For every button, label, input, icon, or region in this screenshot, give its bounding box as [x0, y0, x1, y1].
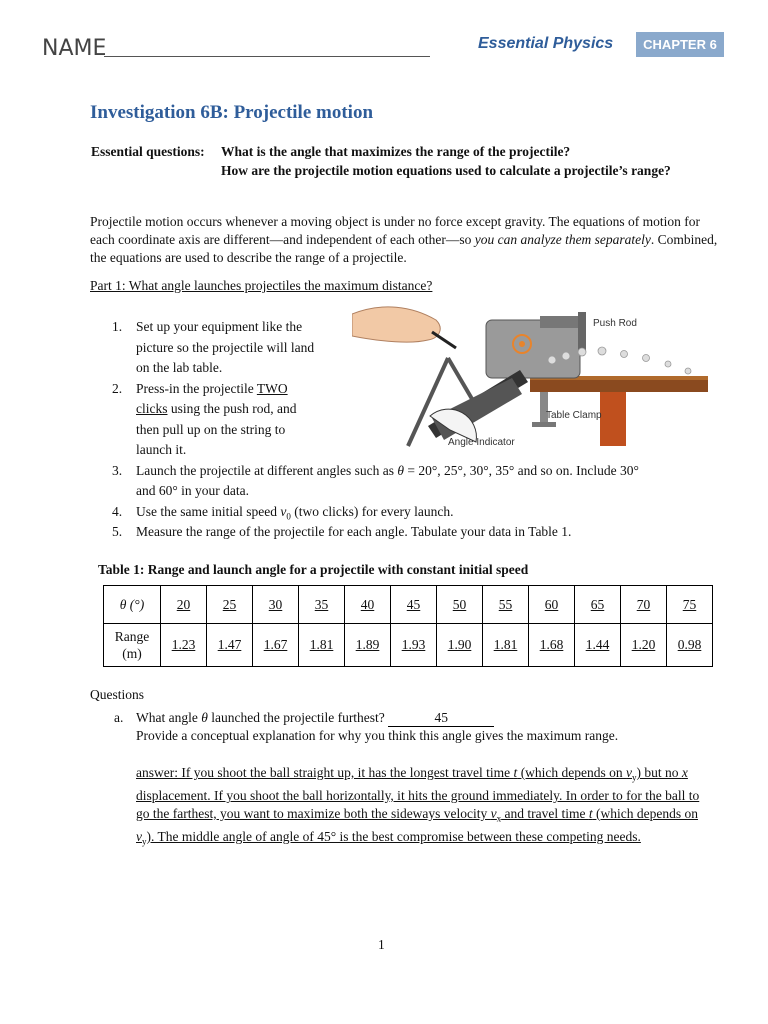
table-cell: 20	[161, 586, 207, 624]
table-cell: 30	[253, 586, 299, 624]
answer-paragraph: answer: If you shoot the ball straight up, it has the longest travel time t (which depends on $v_y$) but no x displacement. If you shoot the ball horizontally, it hits the ground immediately. In order to for the ball to go the farthest, you want to maximize both the sideways velocity $v_x$ and travel time t (which depends on $v_y$). The middle angle of angle of 45° is the best compromise between these competing needs.	[136, 765, 700, 847]
push-rod-icon	[578, 312, 586, 352]
part1-heading: Part 1: What angle launches projectiles the maximum distance?	[90, 278, 433, 293]
chapter-badge: CHAPTER 6	[636, 32, 724, 57]
table-cell: 60	[529, 586, 575, 624]
table-clamp-label: Table Clamp	[546, 410, 602, 421]
table-cell: 1.93	[391, 624, 437, 667]
name-line	[104, 56, 430, 57]
table-cell: 55	[483, 586, 529, 624]
table-cell: 50	[437, 586, 483, 624]
data-table	[103, 585, 713, 667]
question-a: What angle θ launched the projectile furthest? 45	[136, 710, 494, 727]
table-cell: 1.47	[207, 624, 253, 667]
table-row	[104, 624, 713, 667]
table-cell: 1.81	[299, 624, 345, 667]
table-cell: 25	[207, 586, 253, 624]
intro-paragraph: Projectile motion occurs whenever a moving object is under no force except gravity. The equations of motion for each coordinate axis are different—and independent of each other—so you can analyze them separately. Combined, the equations are used to describe the range of a projectile.	[90, 214, 718, 265]
table-cell: 0.98	[667, 624, 713, 667]
essential-questions-label: Essential questions:	[91, 144, 205, 159]
question-a-label: a.	[114, 710, 124, 725]
table-cell: 40	[345, 586, 391, 624]
table-cell: 1.89	[345, 624, 391, 667]
table-cell: 1.23	[161, 624, 207, 667]
range-header: Range (m)	[104, 624, 161, 667]
essential-question-1: What is the angle that maximizes the range of the projectile?	[221, 144, 571, 159]
launcher-body	[486, 320, 580, 378]
table-cell: 70	[621, 586, 667, 624]
table-cell: 1.44	[575, 624, 621, 667]
table-cell: 35	[299, 586, 345, 624]
launcher-illustration	[352, 298, 712, 456]
table-leg	[600, 392, 626, 446]
push-rod-label: Push Rod	[593, 318, 637, 329]
table-cell: 1.81	[483, 624, 529, 667]
table-cell: 1.67	[253, 624, 299, 667]
table-cell: 75	[667, 586, 713, 624]
table-cell: 1.68	[529, 624, 575, 667]
page-number: 1	[378, 937, 385, 952]
question-a-prompt: Provide a conceptual explanation for why you think this angle gives the maximum range.	[136, 728, 619, 743]
hand-icon	[352, 307, 440, 342]
table-cell: 1.90	[437, 624, 483, 667]
questions-heading: Questions	[90, 687, 144, 702]
table-cell: 1.20	[621, 624, 667, 667]
brand-title: Essential Physics	[478, 35, 614, 52]
table-cell: 45	[391, 586, 437, 624]
name-label: NAME	[42, 36, 107, 61]
page-title: Investigation 6B: Projectile motion	[90, 102, 374, 123]
table-caption: Table 1: Range and launch angle for a projectile with constant initial speed	[98, 562, 529, 577]
table-cell: 65	[575, 586, 621, 624]
angle-header: θ (°)	[104, 586, 161, 624]
answer-field[interactable]: 45	[388, 710, 494, 727]
table-row	[104, 586, 713, 624]
angle-indicator-label: Angle Indicator	[448, 437, 515, 448]
essential-question-2: How are the projectile motion equations used to calculate a projectile’s range?	[221, 163, 671, 178]
